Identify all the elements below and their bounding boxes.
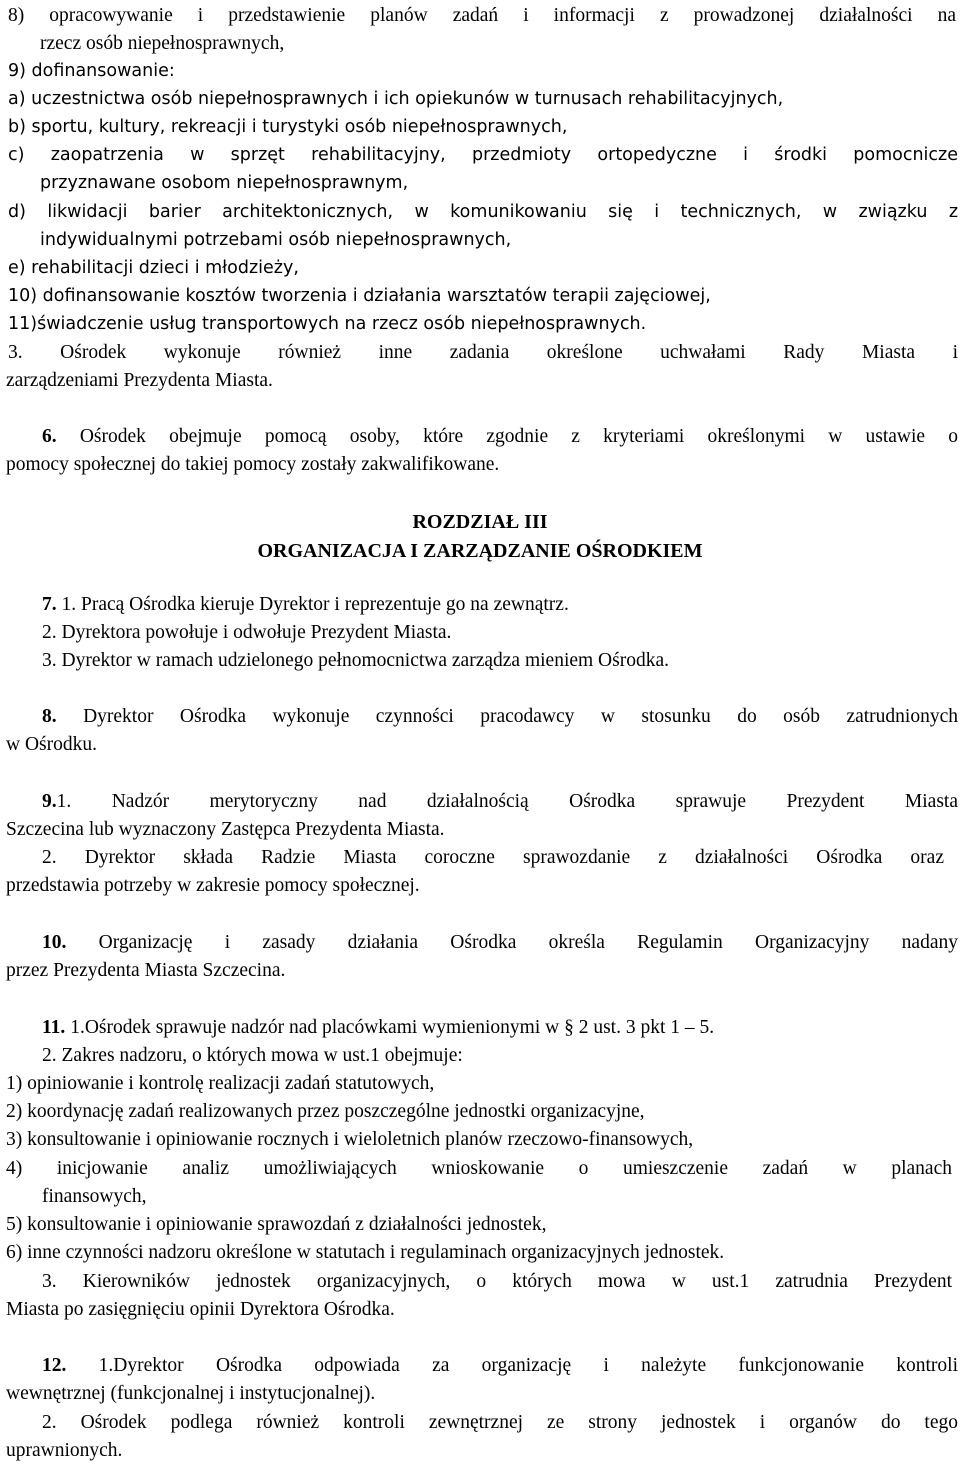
paragraph-number: 11. (42, 1017, 66, 1038)
chapter-title: ROZDZIAŁ III (412, 511, 548, 533)
paragraph-number: 6. (42, 426, 57, 447)
text-line: rzecz osób niepełnosprawnych, (40, 33, 285, 54)
paragraph-6 (42, 423, 958, 451)
paragraph-number: 12. (42, 1355, 67, 1376)
list-item: 5) konsultowanie i opiniowanie sprawozdań z działalności jednostek, (6, 1214, 547, 1235)
paragraph-text: 1.Ośrodek sprawuje nadzór nad placówkami wymienionymi w § 2 ust. 3 pkt 1 – 5. (70, 1017, 715, 1038)
text-line: 2. Ośrodek podlega również kontroli zewnętrznej ze strony jednostek i organów do tego (42, 1412, 958, 1433)
text-line: finansowych, (42, 1186, 147, 1207)
paragraph-7 (42, 591, 569, 619)
text-line: uprawnionych. (6, 1440, 123, 1461)
text-line: 2. Dyrektora powołuje i odwołuje Prezydent Miasta. (42, 622, 452, 643)
paragraph-number: 7. (42, 594, 57, 615)
list-item: 1) opiniowanie i kontrolę realizacji zadań statutowych, (6, 1073, 435, 1094)
text-line: 2. Zakres nadzoru, o których mowa w ust.1 obejmuje: (42, 1045, 463, 1066)
chapter-subtitle: ORGANIZACJA I ZARZĄDZANIE OŚRODKIEM (257, 540, 703, 562)
list-item: e) rehabilitacji dzieci i młodzieży, (8, 258, 299, 278)
paragraph-9 (42, 788, 958, 816)
text-line: przedstawia potrzeby w zakresie pomocy społecznej. (6, 875, 420, 896)
text-line: 3. Ośrodek wykonuje również inne zadania określone uchwałami Rady Miasta i (8, 342, 958, 363)
text-line: 3. Kierowników jednostek organizacyjnych, o których mowa w ust.1 zatrudnia Prezydent (42, 1271, 952, 1292)
list-item: c) zaopatrzenia w sprzęt rehabilitacyjny, przedmioty ortopedyczne i środki pomocnicze (8, 145, 958, 165)
list-item: 4) inicjowanie analiz umożliwiających wnioskowanie o umieszczenie zadań w planach (6, 1158, 952, 1179)
text-line: przez Prezydenta Miasta Szczecina. (6, 960, 286, 981)
text-line: 3. Dyrektor w ramach udzielonego pełnomocnictwa zarządza mieniem Ośrodka. (42, 650, 669, 671)
text-line: w Ośrodku. (6, 734, 97, 755)
list-item: 2) koordynację zadań realizowanych przez poszczególne jednostki organizacyjne, (6, 1101, 645, 1122)
list-item: 6) inne czynności nadzoru określone w statutach i regulaminach organizacyjnych jednostek. (6, 1242, 725, 1263)
text-line: przyznawane osobom niepełnosprawnym, (40, 173, 409, 193)
list-item: 10) dofinansowanie kosztów tworzenia i działania warsztatów terapii zajęciowej, (8, 286, 711, 306)
paragraph-text: Dyrektor Ośrodka wykonuje czynności pracodawcy w stosunku do osób zatrudnionych (83, 706, 958, 727)
text-line: pomocy społecznej do takiej pomocy zostały zakwalifikowane. (6, 454, 500, 475)
paragraph-number: 8. (42, 706, 57, 727)
list-item: a) uczestnictwa osób niepełnosprawnych i ich opiekunów w turnusach rehabilitacyjnych, (8, 89, 784, 109)
paragraph-8 (42, 703, 958, 731)
text-line: zarządzeniami Prezydenta Miasta. (6, 370, 273, 391)
paragraph-number: 9. (42, 791, 57, 812)
paragraph-10 (42, 929, 958, 957)
paragraph-text: Ośrodek obejmuje pomocą osoby, które zgodnie z kryteriami określonymi w ustawie o (79, 426, 958, 447)
paragraph-number: 10. (42, 932, 67, 953)
list-item: b) sportu, kultury, rekreacji i turystyki osób niepełnosprawnych, (8, 117, 568, 137)
paragraph-text: Organizację i zasady działania Ośrodka określa Regulamin Organizacyjny nadany (98, 932, 958, 953)
text-line: wewnętrznej (funkcjonalnej i instytucjonalnej). (6, 1383, 376, 1404)
paragraph-12 (42, 1352, 958, 1380)
text-line: 2. Dyrektor składa Radzie Miasta coroczne sprawozdanie z działalności Ośrodka oraz (42, 847, 944, 868)
text-line: indywidualnymi potrzebami osób niepełnosprawnych, (40, 230, 512, 250)
text-line: Szczecina lub wyznaczony Zastępca Prezydenta Miasta. (6, 819, 445, 840)
paragraph-text: 1.Dyrektor Ośrodka odpowiada za organizację i należyte funkcjonowanie kontroli (98, 1355, 959, 1376)
list-item: 3) konsultowanie i opiniowanie rocznych i wieloletnich planów rzeczowo-finansowych, (6, 1129, 694, 1150)
paragraph-text: 1. Nadzór merytoryczny nad działalnością Ośrodka sprawuje Prezydent Miasta (56, 791, 958, 812)
text-line: 8) opracowywanie i przedstawienie planów zadań i informacji z prowadzonej działalności na (8, 5, 956, 26)
paragraph-text: 1. Pracą Ośrodka kieruje Dyrektor i reprezentuje go na zewnątrz. (61, 594, 569, 615)
list-item: d) likwidacji barier architektonicznych, w komunikowaniu się i technicznych, w związku z (8, 202, 958, 222)
text-line: 9) dofinansowanie: (8, 61, 175, 81)
text-line: Miasta po zasięgnięciu opinii Dyrektora Ośrodka. (6, 1299, 395, 1320)
paragraph-11 (42, 1014, 714, 1042)
list-item: 11)świadczenie usług transportowych na rzecz osób niepełnosprawnych. (8, 314, 647, 334)
